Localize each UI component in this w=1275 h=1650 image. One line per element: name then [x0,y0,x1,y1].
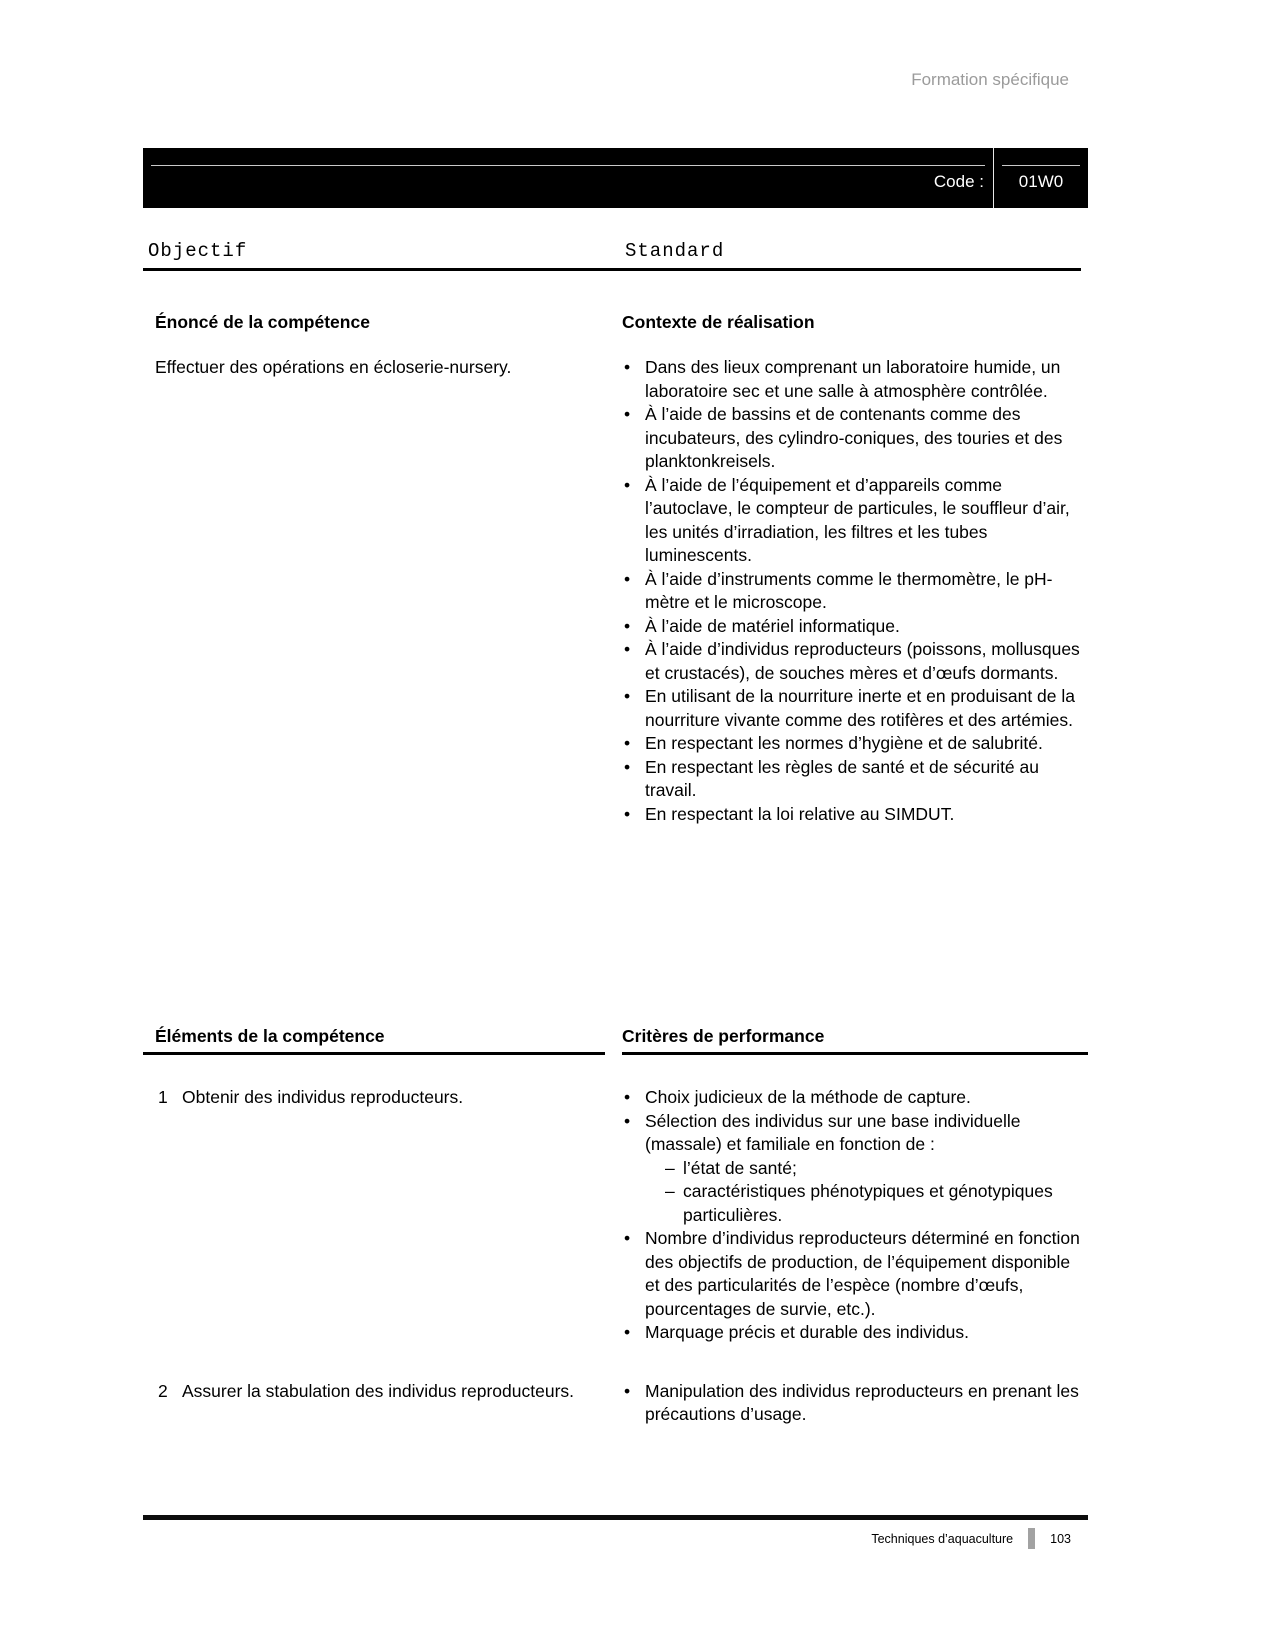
list-item: • Dans des lieux comprenant un laboratoire humide, un laboratoire sec et une salle à atmosphère contrôlée. [622,356,1088,403]
list-item: • À l’aide d’individus reproducteurs (poissons, mollusques et crustacés), de souches mères et d’œufs dormants. [622,638,1088,685]
column-gap [605,311,622,826]
criteria-sublist [645,1157,1088,1228]
code-banner-title-cell [143,148,994,208]
elements-title: Éléments de la compétence [143,1025,605,1055]
competence-statement: Effectuer des opérations en écloserie-nursery. [155,357,512,377]
code-banner [143,148,1088,208]
element-cell [143,1380,605,1427]
running-header: Formation spécifique [911,70,1069,89]
element-cell [143,1086,605,1345]
element-number: 2 [158,1380,168,1401]
table1-column-headers [143,240,1088,266]
footer-separator-bar [1028,1528,1035,1549]
sublist-item: – caractéristiques phénotypiques et génotypiques particulières. [665,1180,1088,1227]
criteria-title: Critères de performance [622,1025,1088,1055]
column-gap [605,1025,622,1055]
list-item: • Nombre d’individus reproducteurs déterminé en fonction des objectifs de production, de l’équipement disponible et des particularités de l’espèce (nombre d’œufs, pourcentages de survie, etc.). [622,1227,1088,1321]
competence-title: Énoncé de la compétence [155,312,370,332]
footer-rule [143,1515,1088,1520]
context-list [622,356,1088,826]
page-footer [143,1528,1071,1549]
column-gap [605,1380,622,1427]
list-item: • À l’aide d’instruments comme le thermomètre, le pH-mètre et le microscope. [622,568,1088,615]
list-item: • En utilisant de la nourriture inerte et en produisant de la nourriture vivante comme des rotifères et des artémies. [622,685,1088,732]
banner-divider-line [151,165,985,166]
sublist-item: – l’état de santé; [665,1157,1088,1181]
footer-page-number: 103 [1050,1531,1071,1546]
criteria-cell [622,1086,1088,1345]
list-item [622,1110,1088,1228]
list-item: • En respectant les règles de santé et de sécurité au travail. [622,756,1088,803]
table-row [143,1380,1088,1427]
section-elements-criteria [143,1025,1088,1427]
table1-header-rule [143,268,1081,271]
criteria-cell [622,1380,1088,1427]
banner-divider-line [1002,165,1080,166]
competence-column [143,311,605,826]
list-item: • Choix judicieux de la méthode de capture. [622,1086,1088,1110]
code-banner-value-cell [994,148,1088,208]
list-item: • À l’aide de bassins et de contenants comme des incubateurs, des cylindro-coniques, des touries et des planktonkreisels. [622,403,1088,474]
context-title: Contexte de réalisation [622,312,815,332]
list-item: • En respectant les normes d’hygiène et de salubrité. [622,732,1088,756]
criteria-list [622,1380,1088,1427]
context-column [622,311,1088,826]
section-competence-context [143,311,1088,826]
list-item: • À l’aide de matériel informatique. [622,615,1088,639]
footer-program-name: Techniques d’aquaculture [871,1531,1014,1546]
element-text: Assurer la stabulation des individus reproducteurs. [182,1380,575,1401]
table-row [143,1086,1088,1345]
list-item: • Marquage précis et durable des individus. [622,1321,1088,1345]
list-item: • En respectant la loi relative au SIMDUT. [622,803,1088,827]
code-value: 01W0 [1018,172,1064,191]
element-number: 1 [158,1087,168,1107]
code-label: Code : [933,172,984,191]
objectif-header: Objectif [148,240,248,262]
table2-column-headers [143,1025,1088,1055]
criteria-list [622,1086,1088,1345]
list-item: • À l’aide de l’équipement et d’appareils comme l’autoclave, le compteur de particules, le souffleur d’air, les unités d’irradiation, les filtres et les tubes luminescents. [622,474,1088,568]
list-item: • Manipulation des individus reproducteurs en prenant les précautions d’usage. [622,1380,1088,1427]
element-text: Obtenir des individus reproducteurs. [182,1087,464,1107]
column-gap [605,1086,622,1345]
criterion-text: Sélection des individus sur une base individuelle (massale) et familiale en fonction de : [645,1110,1021,1154]
standard-header: Standard [625,240,725,262]
